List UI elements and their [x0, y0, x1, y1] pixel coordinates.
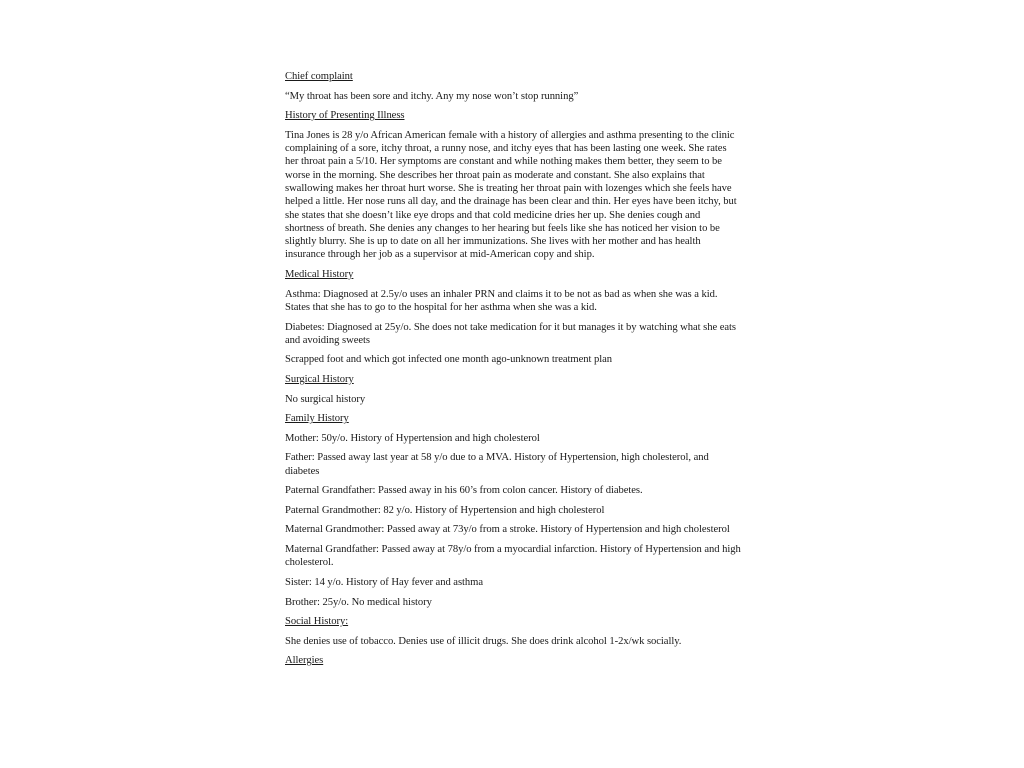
surgical-history-heading: Surgical History — [285, 374, 354, 386]
social-history-heading: Social History: — [285, 616, 349, 628]
chief-complaint-heading: Chief complaint — [285, 71, 353, 82]
allergies-heading: Allergies — [285, 655, 324, 667]
medical-history-heading: Medical History — [285, 269, 354, 281]
family-history-heading: Family History — [285, 413, 349, 425]
chief-complaint-quote: “My throat has been sore and itchy. Any my nose won’t stop running” — [285, 90, 579, 102]
hpi-paragraph: Tina Jones is 28 y/o African American female with a history of allergies and asthma presenting to the clinic complaining of a sore, itchy throat, a runny nose, and itchy eyes that has been lasting one week. She rates her throat pain a 5/10. Her symptoms are constant and while nothing makes them better, they seem to be worse in the morning. She describes her throat pain as moderate and constant. She also explains that swallowing makes her throat hurt worse. She is treating her throat pain with lozenges which she feels have helped a little. Her nose runs all day, and the drainage has been clear and thin. Her eyes have been itchy, but she states that she doesn’t like eye drops and that cold medicine dries her up. She denies cough and shortness of breath. She denies any changes to her hearing but feels like she has noticed her vision to be slightly blurry. She is up to date on all her immunizations. She lives with her mother and has health insurance through her job as a supervisor at mid-American copy and ship. — [285, 129, 737, 261]
family-history-brother: Brother: 25y/o. No medical history — [285, 596, 432, 608]
family-history-maternal-grandfather: Maternal Grandfather: Passed away at 78y/o from a myocardial infarction. History of Hypertension and high cholesterol. — [285, 544, 741, 569]
document-page — [285, 70, 741, 674]
surgical-history-text: No surgical history — [285, 393, 366, 405]
medical-history-diabetes: Diabetes: Diagnosed at 25y/o. She does not take medication for it but manages it by watching what she eats and avoiding sweets — [285, 321, 737, 346]
social-history-text: She denies use of tobacco. Denies use of illicit drugs. She does drink alcohol 1-2x/wk socially. — [285, 635, 682, 647]
family-history-father: Father: Passed away last year at 58 y/o due to a MVA. History of Hypertension, high cholesterol, and diabetes — [285, 452, 709, 477]
medical-history-foot: Scrapped foot and which got infected one month ago-unknown treatment plan — [285, 354, 613, 366]
family-history-maternal-grandmother: Maternal Grandmother: Passed away at 73y/o from a stroke. History of Hypertension and high cholesterol — [285, 524, 730, 536]
family-history-paternal-grandfather: Paternal Grandfather: Passed away in his 60’s from colon cancer. History of diabetes. — [285, 485, 643, 497]
hpi-heading: History of Presenting Illness — [285, 110, 405, 122]
family-history-sister: Sister: 14 y/o. History of Hay fever and asthma — [285, 576, 484, 588]
family-history-mother: Mother: 50y/o. History of Hypertension and high cholesterol — [285, 432, 540, 444]
family-history-paternal-grandmother: Paternal Grandmother: 82 y/o. History of Hypertension and high cholesterol — [285, 504, 605, 516]
medical-history-asthma: Asthma: Diagnosed at 2.5y/o uses an inhaler PRN and claims it to be not as bad as when she was a kid. States that she has to go to the hospital for her asthma when she was a kid. — [285, 288, 718, 313]
